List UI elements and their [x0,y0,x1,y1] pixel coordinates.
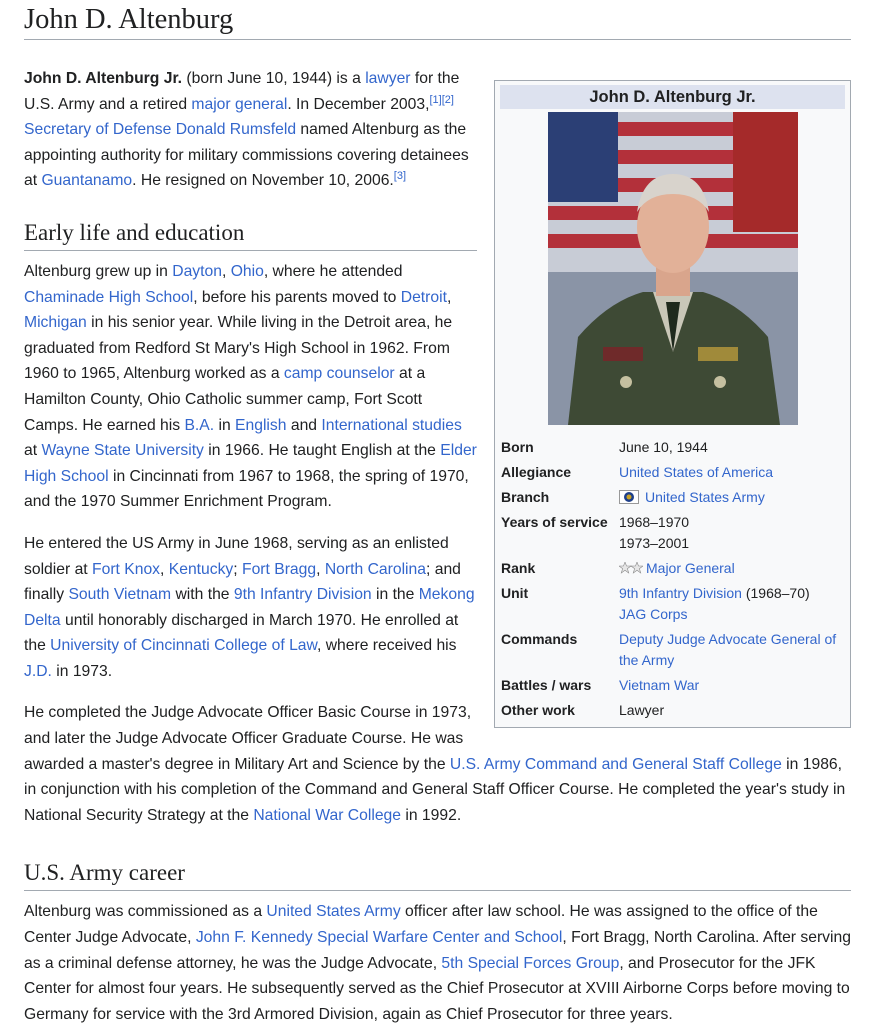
link-national-war-college[interactable]: National War College [253,806,401,824]
infobox-row-battles [500,673,845,698]
infobox-label: Commands [501,631,578,647]
infobox-table [500,435,845,723]
infobox-label: Years of service [501,514,608,530]
unit-years: (1968–70) [741,585,810,601]
link-lawyer[interactable]: lawyer [365,70,411,87]
reference-2[interactable]: [2] [441,93,454,106]
infobox-value: Lawyer [619,702,665,718]
link-uc-law[interactable]: University of Cincinnati College of Law [50,637,317,655]
link-fort-knox[interactable]: Fort Knox [92,560,161,578]
infobox-label: Battles / wars [501,677,592,693]
link-north-carolina[interactable]: North Carolina [324,560,426,578]
allegiance-link[interactable]: United States of America [619,464,774,480]
link-jd[interactable]: J.D. [24,662,52,680]
early-life-paragraph-1: Altenburg grew up in Dayton, Ohio, where he attended Chaminade High School, before his parents moved to Detroit, Michigan in his senior year. While living in the Detroit area, he graduated from Redford St Mary's High School in 1962. From 1960 to 1965, Altenburg worked as a camp counselor at a Hamilton County, Ohio Catholic summer camp, Fort Scott Camps. He earned his B.A. in English and International studies at Wayne State University in 1966. He taught English at the Elder High School in Cincinnati from 1967 to 1968, the spring of 1970, and the 1970 Summer Enrichment Program. [24,262,477,511]
infobox-label: Branch [501,489,550,505]
link-guantanamo[interactable]: Guantanamo [41,172,133,190]
link-kentucky[interactable]: Kentucky [168,560,234,578]
infobox-title: John D. Altenburg Jr. [500,85,845,109]
infobox-value: June 10, 1944 [619,439,708,455]
years-value: 1968–1970 [619,514,690,530]
link-us-army[interactable]: United States Army [266,903,401,921]
infobox-row-allegiance [500,460,845,485]
link-michigan[interactable]: Michigan [24,314,87,332]
link-ohio[interactable]: Ohio [230,262,264,280]
early-life-paragraph-2: He entered the US Army in June 1968, serving as an enlisted soldier at Fort Knox, Kentucky; Fort Bragg, North Carolina; and finally South Vietnam with the 9th Infantry Division in the Mekong Delta until honorably discharged in March 1970. He enrolled at the University of Cincinnati College of Law, where received his J.D. in 1973. [24,534,475,680]
link-jfk-center[interactable]: John F. Kennedy Special Warfare Center and School [195,929,563,947]
link-detroit[interactable]: Detroit [400,288,447,306]
link-mekong-delta[interactable]: Mekong Delta [24,586,475,629]
unit-link[interactable]: 9th Infantry Division [619,585,742,601]
link-camp-counselor[interactable]: camp counselor [283,365,395,383]
page-title: John D. Altenburg [24,0,851,40]
infobox-label: Rank [501,560,536,576]
infobox-label: Born [501,439,534,455]
infobox-row-rank [500,556,845,581]
link-south-vietnam[interactable]: South Vietnam [68,586,172,604]
subject-name: John D. Altenburg Jr. [24,70,183,87]
branch-link[interactable]: United States Army [645,489,765,505]
link-english[interactable]: English [235,416,287,434]
infobox-label: Unit [501,585,529,601]
link-dayton[interactable]: Dayton [172,262,222,280]
infobox-row-unit [500,581,845,627]
rank-link[interactable]: Major General [646,560,735,576]
link-fort-bragg[interactable]: Fort Bragg [242,560,317,578]
infobox-row-years [500,510,845,556]
link-9th-infantry[interactable]: 9th Infantry Division [233,586,372,604]
infobox-image[interactable] [500,109,845,435]
link-ba[interactable]: B.A. [184,416,215,434]
link-command-staff-college[interactable]: U.S. Army Command and General Staff College [449,755,782,773]
reference-3[interactable]: [3] [393,170,407,183]
infobox-row-commands [500,627,845,673]
infobox-row-other-work [500,698,845,723]
intro-paragraph: John D. Altenburg Jr. (born June 10, 1944) is a lawyer for the U.S. Army and a retired major general. In December 2003,[1][2] Secretary of Defense Donald Rumsfeld named Altenburg as the appointing authority for military commissions covering detainees at Guantanamo. He resigned on November 10, 2006.[3] [24,70,469,190]
infobox-row-born [500,435,845,460]
battles-link[interactable]: Vietnam War [619,677,700,693]
infobox-label: Other work [501,702,575,718]
two-star-rank-icon[interactable] [619,559,643,571]
link-rumsfeld[interactable]: Secretary of Defense Donald Rumsfeld [24,121,297,139]
link-elder-high-school[interactable]: Elder High School [24,442,477,485]
early-life-paragraph-3: He completed the Judge Advocate Officer Basic Course in 1973, and later the Judge Advocate Officer Graduate Course. He was awarded a master's degree in Military Art and Science by the U.S. Army Command and General Staff College in 1986, in conjunction with his completion of the Command and General Staff Officer Course. He completed the year's study in National Security Strategy at the National War College in 1992. [24,704,846,824]
jag-corps-link[interactable]: JAG Corps [619,606,688,622]
link-5th-special-forces[interactable]: 5th Special Forces Group [441,954,620,972]
section-heading-army-career: U.S. Army career [24,858,851,891]
link-international-studies[interactable]: International studies [321,416,462,434]
portrait-image[interactable] [548,112,798,425]
link-chaminade[interactable]: Chaminade High School [24,288,194,306]
infobox [494,80,851,728]
infobox-label: Allegiance [501,464,572,480]
years-value: 1973–2001 [619,535,690,551]
career-paragraph-1: Altenburg was commissioned as a United States Army officer after law school. He was assigned to the office of the Center Judge Advocate, John F. Kennedy Special Warfare Center and School, Fort Bragg, North Carolina. After serving as a criminal defense attorney, he was the Judge Advocate, 5th Special Forces Group, and Prosecutor for the JFK Center for almost four years. He subsequently served as the Chief Prosecutor at XVIII Airborne Corps before moving to Germany for service with the 3rd Armored Division, again as Chief Prosecutor for three years. [24,903,851,1023]
infobox-row-branch [500,485,845,510]
section-heading-early-life: Early life and education [24,218,477,251]
commands-link[interactable]: Deputy Judge Advocate General of the Army [619,631,837,668]
link-wayne-state[interactable]: Wayne State University [41,442,204,460]
link-major-general[interactable]: major general [191,95,288,113]
reference-1[interactable]: [1] [429,93,442,106]
army-seal-icon[interactable] [619,489,639,503]
